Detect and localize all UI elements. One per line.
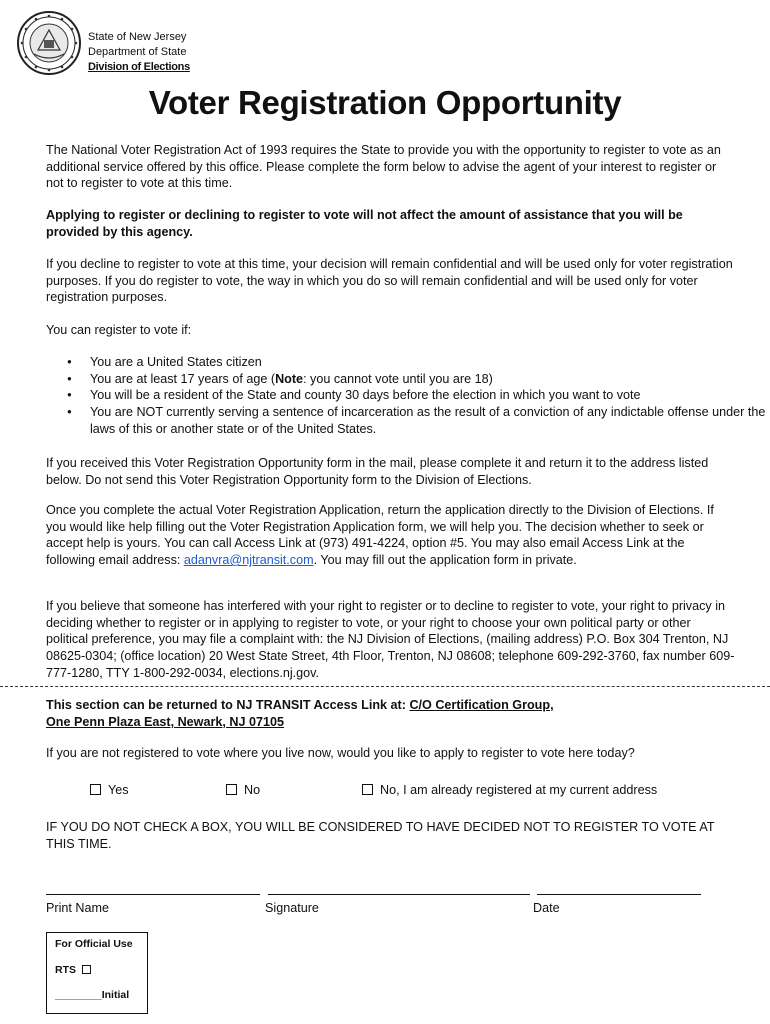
official-use-box [46,932,148,1014]
mail-notice: If you received this Voter Registration Opportunity form in the mail, please complete it and return it to the address listed below. Do not send this Voter Registration Opportunity form to the Division of Elections. [46,456,709,487]
list-item [90,387,770,404]
header-state: State of New Jersey [88,31,187,43]
eligibility-incarceration: You are NOT currently serving a sentence of incarceration as the result of a conviction of any indictable offense under the laws of this or another state or of the United States. [90,405,766,436]
help-text: Once you complete the actual Voter Registration Application, return the application directly to the Division of Elections. If you would like help filling out the Voter Registration Application form, we will help you. The decision whether to seek or accept help is yours. You can call Access Link at (973) 491-4224, option #5. You may also email Access Link at the following email address: [46,503,714,568]
initial-field: ________Initial [55,989,130,1001]
cut-line-divider [0,686,770,687]
eligibility-age-pre: You are at least 17 years of age ( [90,371,276,386]
header-division: Division of Elections [88,61,190,73]
rts-label: RTS [55,964,76,976]
eligibility-heading: You can register to vote if: [46,323,192,337]
option-yes[interactable] [90,783,129,797]
help-text-end: . You may fill out the application form in private. [313,553,577,568]
email-link[interactable]: adanvra@njtransit.com [183,553,314,568]
header-department: Department of State [88,46,187,58]
print-name-line[interactable] [46,894,260,895]
eligibility-residency: You will be a resident of the State and county 30 days before the election in which you want to vote [90,388,641,403]
complaint-paragraph: If you believe that someone has interfered with your right to register or to decline to register to vote, your right to privacy in deciding whether to register or in applying to register to vote, or your right to choose your own political party or other political preference, you may file a complaint with: the NJ Division of Elections, (mailing address) P.O. Box 304 Trenton, NJ 08625-0304; (office location) 20 West State Street, 4th Floor, Trenton, NJ 08608; telephone 609-292-3760, fax number 609-777-1280, TTY 1-800-292-0034, elections.nj.gov. [46,599,735,680]
eligibility-age-note: Note [275,371,304,386]
option-already-registered[interactable] [362,783,657,797]
official-use-label: For Official Use [55,938,133,950]
nj-state-seal-icon [16,10,82,76]
eligibility-age-post: : you cannot vote until you are 18) [303,371,493,386]
return-address-line2: One Penn Plaza East, Newark, NJ 07105 [46,714,285,729]
confidentiality-paragraph: If you decline to register to vote at this time, your decision will remain confidential and will be used only for voter registration purposes. If you do register to vote, the way in which you do so will remain confidential and will be used only for voter registration purposes. [46,257,733,305]
date-line[interactable] [537,894,701,895]
signature-line[interactable] [268,894,530,895]
option-yes-label: Yes [108,783,129,797]
agency-header [88,30,190,75]
assistance-notice: Applying to register or declining to register to vote will not affect the amount of assistance that you will be provided by this agency. [46,208,683,239]
checkbox-yes[interactable] [90,784,101,795]
page-title: Voter Registration Opportunity [148,84,622,121]
option-already-registered-label: No, I am already registered at my current address [380,783,658,797]
list-item [90,354,770,371]
eligibility-list [46,354,770,438]
checkbox-no[interactable] [226,784,237,795]
registration-question: If you are not registered to vote where you live now, would you like to apply to register to vote here today? [46,746,635,760]
return-address [46,697,736,730]
print-name-label: Print Name [46,901,109,915]
return-address-line1: C/O Certification Group, [409,698,554,712]
rts-checkbox[interactable] [82,965,91,974]
no-checkbox-warning: IF YOU DO NOT CHECK A BOX, YOU WILL BE CONSIDERED TO HAVE DECIDED NOT TO REGISTER TO VOTE AT THIS TIME. [46,820,715,851]
return-text: This section can be returned to NJ TRANSIT Access Link at: [46,698,410,712]
signature-label: Signature [265,901,319,915]
date-label: Date [533,901,560,915]
eligibility-citizen: You are a United States citizen [90,355,262,369]
help-paragraph [46,502,736,569]
option-no-label: No [244,783,261,797]
list-item [90,371,770,388]
checkbox-already-registered[interactable] [362,784,373,795]
list-item [90,404,770,437]
intro-paragraph: The National Voter Registration Act of 1993 requires the State to provide you with the opportunity to register to vote as an additional service offered by this office. Please complete the form below to advise the agent of your interest to register or not to register to vote at this time. [46,143,721,191]
rts-field [55,964,98,976]
option-no[interactable] [226,783,260,797]
